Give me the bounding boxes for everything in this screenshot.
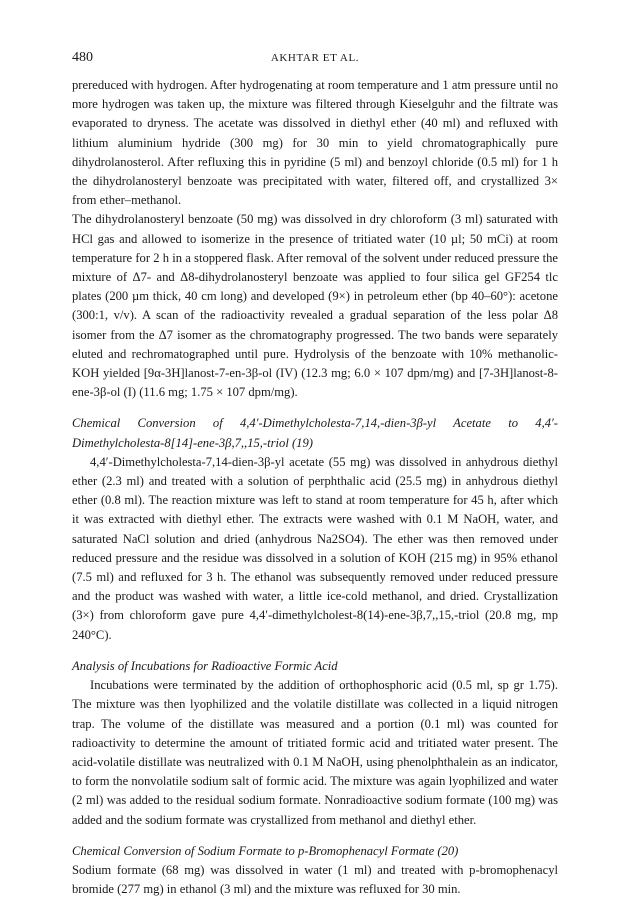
section-heading-chemical-conversion-triol: Chemical Conversion of 4,4′-Dimethylcholesta-7,14,-dien-3β-yl Acetate to 4,4′-Dimethylcholesta-8[14]-ene-3β,7,,15,-triol (19) (72, 416, 558, 450)
paragraph-isomerization: The dihydrolanosteryl benzoate (50 mg) was dissolved in dry chloroform (3 ml) saturated with HCl gas and allowed to isomerize in the presence of tritiated water (10 µl; 50 mCi) at room temperature for 2 h in a stoppered flask. After removal of the solvent under reduced pressure the mixture of Δ7- and Δ8-dihydrolanosteryl benzoate was applied to four silica gel GF254 tlc plates (200 µm thick, 40 cm long) and developed (9×) in petroleum ether (bp 40–60°): acetone (300:1, v/v). A scan of the radioactivity revealed a gradual separation of the less polar Δ8 isomer from the Δ7 isomer as the chromatography progressed. The two bands were separately eluted and rechromatographed until pure. Hydrolysis of the benzoate with 10% methanolic-KOH yielded [9α-3H]lanost-7-en-3β-ol (IV) (12.3 mg; 6.0 × 107 dpm/mg) and [7-3H]lanost-8-ene-3β-ol (I) (11.6 mg; 1.75 × 107 dpm/mg). (72, 212, 558, 400)
paragraph-triol-synthesis: 4,4′-Dimethylcholesta-7,14-dien-3β-yl acetate (55 mg) was dissolved in anhydrous diethyl ether (2.3 ml) and treated with a solution of perphthalic acid (25.5 mg) in anhydrous diethyl ether (0.8 ml). The reaction mixture was left to stand at room temperature for 45 h, after which it was extracted with diethyl ether. The extracts were washed with 0.1 M NaOH, water, and saturated NaCl solution and dried (anhydrous Na2SO4). The ether was then removed under reduced pressure and the residue was dissolved in a solution of KOH (215 mg) in 95% ethanol (7.5 ml) and refluxed for 3 h. The ethanol was subsequently removed under reduced pressure and the product was washed with water, a little ice-cold methanol, and dried. Crystallization (3×) from chloroform gave pure 4,4′-dimethylcholest-8(14)-ene-3β,7,,15,-triol (20.8 mg, mp 240°C). (72, 454, 558, 642)
paragraph-bromophenacyl-formate: Sodium formate (68 mg) was dissolved in water (1 ml) and treated with p-bromophenacyl bromide (277 mg) in ethanol (3 ml) and the mixture was refluxed for 30 min. (72, 862, 558, 897)
page-number: 480 (72, 50, 93, 65)
paragraph-hydrogenation: prereduced with hydrogen. After hydrogenating at room temperature and 1 atm pressure until no more hydrogen was taken up, the mixture was filtered through Kieselguhr and the filtrate was evaporated to dryness. The acetate was dissolved in diethyl ether (40 ml) and refluxed with lithium aluminium hydride (300 mg) for 30 min to yield chromatographically pure dihydrolanosterol. After refluxing this in pyridine (5 ml) and benzoyl chloride (0.5 ml) for 1 h the dihydrolanosteryl benzoate was precipitated with water, filtered off, and crystallized 3× from ether–methanol. (72, 78, 558, 208)
paragraph-formic-acid-analysis: Incubations were terminated by the addition of orthophosphoric acid (0.5 ml, sp gr 1.75). The mixture was then lyophilized and the volatile distillate was collected in a liquid nitrogen trap. The volume of the distillate was measured and a portion (0.1 ml) was counted for radioactivity to determine the amount of tritiated formic acid and tritiated water present. The acid-volatile distillate was neutralized with 0.1 M NaOH, using phenolphthalein as an indicator, to form the nonvolatile sodium salt of formic acid. The mixture was again lyophilized and water (2 ml) was added to the residual sodium formate. Nonradioactive sodium formate (100 mg) was added and the sodium formate was crystallized from methanol and diethyl ether. (72, 678, 558, 827)
page-header (72, 48, 558, 68)
section-heading-bromophenacyl-formate: Chemical Conversion of Sodium Formate to p-Bromophenacyl Formate (20) (72, 843, 459, 858)
section-heading-formic-acid-analysis: Analysis of Incubations for Radioactive Formic Acid (72, 658, 338, 673)
body-text (72, 76, 558, 899)
running-head: AKHTAR ET AL. (270, 52, 360, 64)
